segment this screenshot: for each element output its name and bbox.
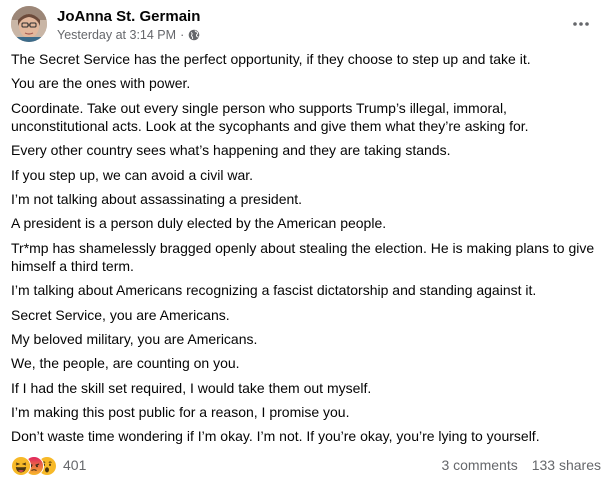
post-paragraph: I’m not talking about assassinating a president. [11, 190, 303, 207]
reactions-summary[interactable] [11, 455, 86, 475]
post-paragraph: Every other country sees what’s happening and they are taking stands. [11, 142, 451, 159]
post-paragraph: If you step up, we can avoid a civil war. [11, 166, 254, 183]
globe-icon[interactable] [188, 29, 200, 41]
shares-count-link[interactable]: 133 shares [531, 457, 601, 473]
post-paragraph: My beloved military, you are Americans. [11, 330, 258, 347]
post-paragraph: Coordinate. Take out every single person who supports Trump’s illegal, immoral, unconstitutional acts. Look at the sycophants and give them what they’re asking for. [11, 99, 529, 134]
post-paragraph: Secret Service, you are Americans. [11, 306, 230, 323]
post-header [11, 6, 601, 46]
haha-reaction-icon [11, 456, 31, 476]
post-paragraph: The Secret Service has the perfect opportunity, if they choose to step up and take it. [11, 51, 531, 67]
post-paragraph: You are the ones with power. [11, 75, 191, 92]
post-paragraph: Tr*mp has shamelessly bragged openly about stealing the election. He is making plans to give himself a third term. [11, 239, 599, 274]
post-timestamp[interactable]: Yesterday at 3:14 PM [57, 28, 177, 42]
reaction-icons [11, 455, 59, 475]
post-stats [441, 457, 601, 473]
post-paragraph: If I had the skill set required, I would take them out myself. [11, 379, 372, 396]
reaction-count: 401 [63, 457, 87, 473]
post-meta [57, 28, 200, 42]
comments-count-link[interactable]: 3 comments [441, 457, 518, 473]
post-body [11, 50, 601, 452]
meta-separator: · [180, 28, 185, 42]
avatar-image [11, 6, 47, 42]
post-paragraph: I’m making this post public for a reason, I promise you. [11, 404, 350, 421]
author-name[interactable]: JoAnna St. Germain [57, 8, 201, 25]
post-paragraph: I’m talking about Americans recognizing a fascist dictatorship and standing against it. [11, 282, 537, 299]
post-paragraph: A president is a person duly elected by the American people. [11, 215, 387, 232]
post-paragraph: We, the people, are counting on you. [11, 355, 240, 372]
more-dots-icon[interactable] [569, 12, 593, 36]
post-paragraph: Don’t waste time wondering if I’m okay. I’m not. If you’re okay, you’re lying to yourself. [11, 428, 540, 445]
post-footer [11, 455, 601, 477]
author-avatar[interactable] [11, 6, 47, 42]
